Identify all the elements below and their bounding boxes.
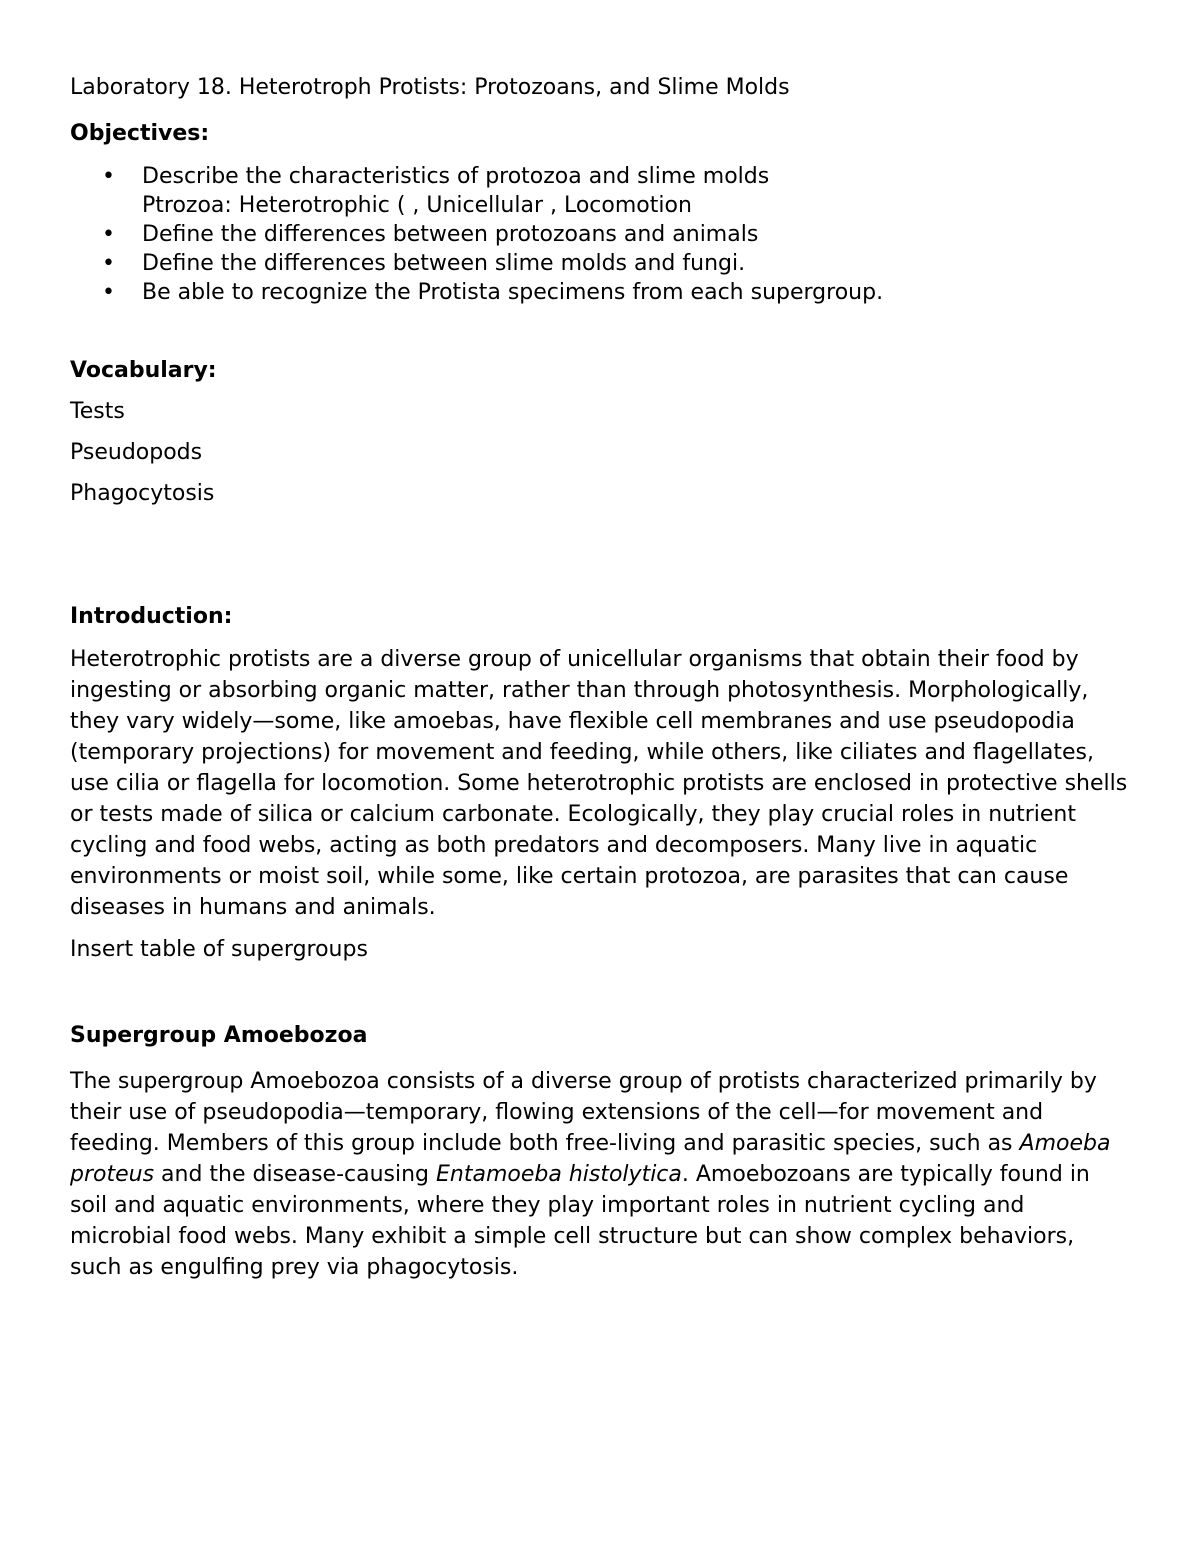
vocabulary-heading: Vocabulary: (70, 358, 217, 383)
objective-text: Be able to recognize the Protista specimens from each supergroup. (142, 280, 884, 305)
vocabulary-item: Pseudopods (70, 440, 203, 465)
vocabulary-item: Tests (70, 399, 125, 424)
objective-text: Define the differences between protozoans and animals (142, 222, 759, 247)
amoebozoa-text-part2: and the disease-causing (154, 1162, 437, 1187)
amoebozoa-text-part3: . Amoebozoans are typically found in soil and aquatic environments, where they play important roles in nutrient cycling and microbial food webs. Many exhibit a simple cell structure but can show complex behaviors, such as engulfing prey via phagocytosis. (70, 1162, 1090, 1280)
amoebozoa-paragraph (70, 1066, 1130, 1283)
amoebozoa-heading: Supergroup Amoebozoa (70, 1023, 368, 1048)
bullet-icon: • (102, 222, 115, 247)
amoebozoa-text-part1: The supergroup Amoebozoa consists of a diverse group of protists characterized primarily by their use of pseudopodia—temporary, flowing extensions of the cell—for movement and feeding. Members of this group include both free-living and parasitic species, such as (70, 1069, 1097, 1156)
list-item (70, 278, 1130, 307)
introduction-heading: Introduction: (70, 604, 233, 629)
vocabulary-item: Phagocytosis (70, 481, 215, 506)
introduction-paragraph: Heterotrophic protists are a diverse group of unicellular organisms that obtain their food by ingesting or absorbing organic matter, rather than through photosynthesis. Morphologically, they vary widely—some, like amoebas, have flexible cell membranes and use pseudopodia (temporary projections) for movement and feeding, while others, like ciliates and flagellates, use cilia or flagella for locomotion. Some heterotrophic protists are enclosed in protective shells or tests made of silica or calcium carbonate. Ecologically, they play crucial roles in nutrient cycling and food webs, acting as both predators and decomposers. Many live in aquatic environments or moist soil, while some, like certain protozoa, are parasites that can cause diseases in humans and animals. (70, 647, 1128, 920)
species-name-amoeba: Amoeba proteus (70, 1131, 1111, 1187)
list-item (70, 162, 1130, 220)
objective-text: Define the differences between slime molds and fungi. (142, 251, 746, 276)
bullet-icon: • (102, 280, 115, 305)
insert-table-note: Insert table of supergroups (70, 937, 368, 962)
bullet-icon: • (102, 164, 115, 189)
objective-text: Describe the characteristics of protozoa and slime molds (142, 164, 770, 189)
document-title: Laboratory 18. Heterotroph Protists: Protozoans, and Slime Molds (70, 75, 790, 100)
list-item (70, 249, 1130, 278)
bullet-icon: • (102, 251, 115, 276)
list-item (70, 220, 1130, 249)
objectives-list (70, 162, 1130, 307)
objectives-heading: Objectives: (70, 121, 210, 146)
objective-subline: Ptrozoa: Heterotrophic ( , Unicellular , Locomotion (142, 193, 692, 218)
species-name-entamoeba: Entamoeba histolytica (436, 1162, 682, 1187)
